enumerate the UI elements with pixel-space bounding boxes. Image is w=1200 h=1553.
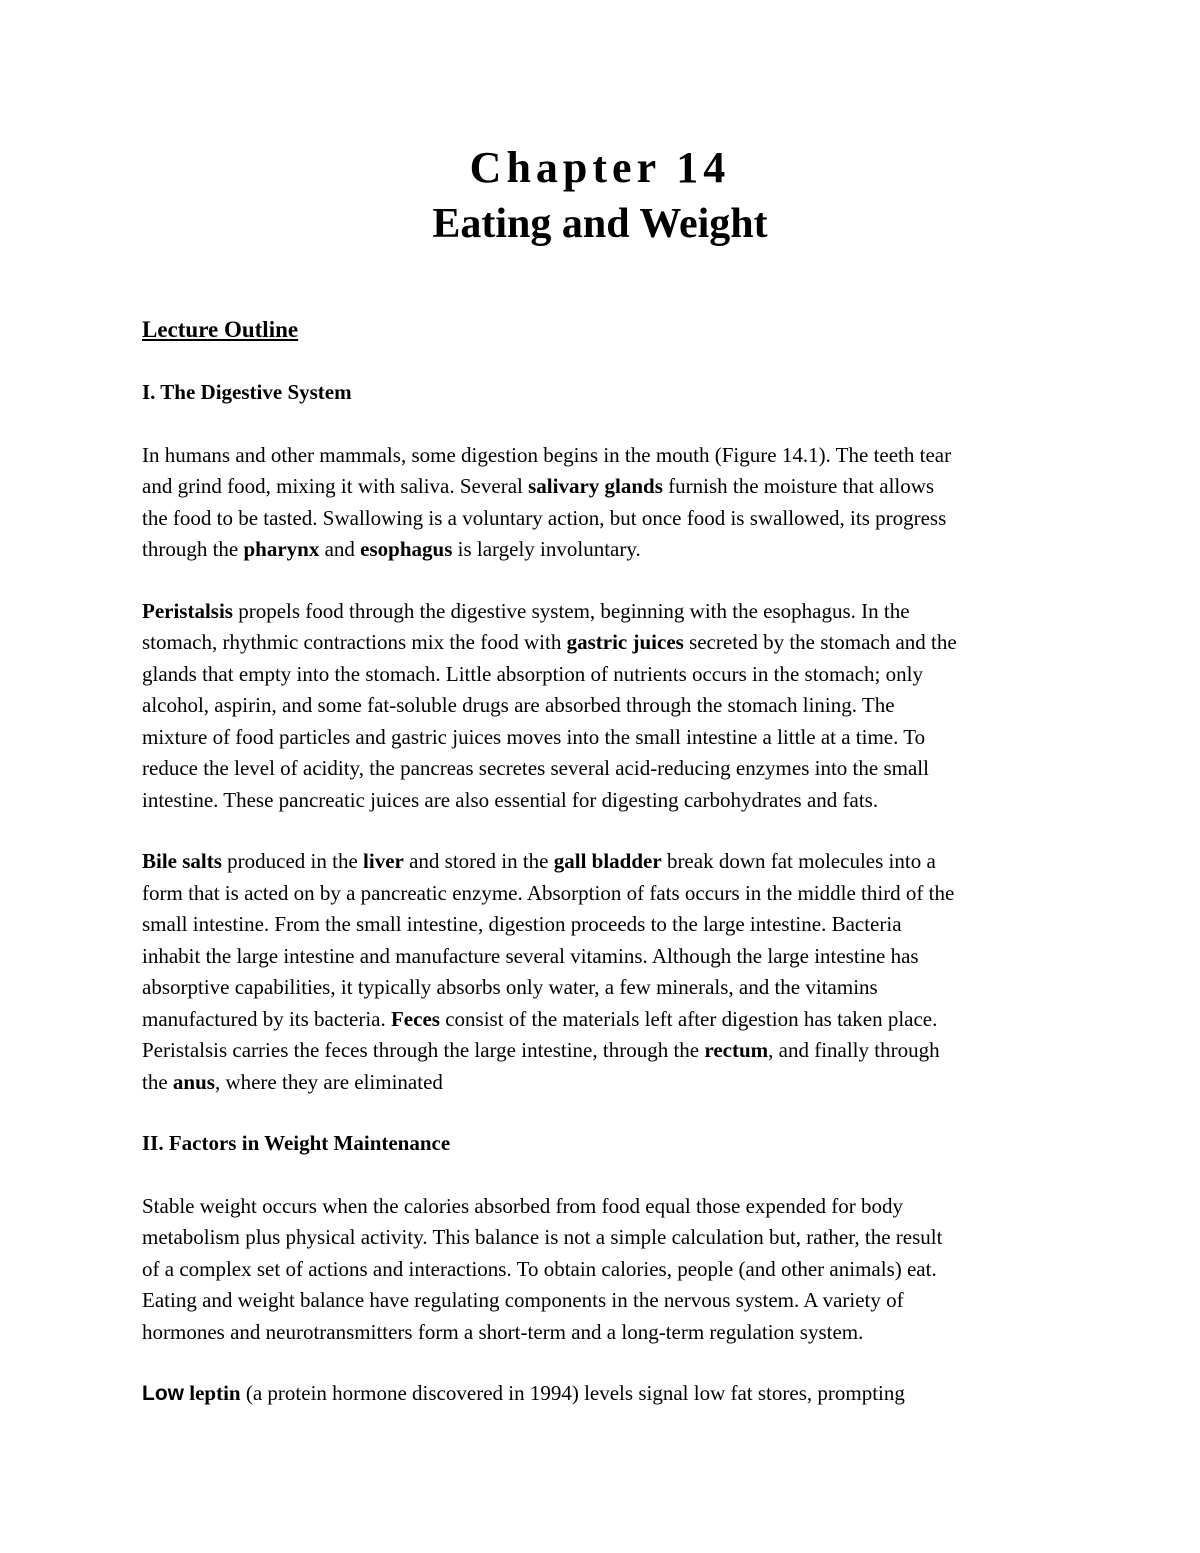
text-line	[142, 846, 1067, 878]
text-run: glands that empty into the stomach. Little absorption of nutrients occurs in the stomach; only	[142, 661, 923, 686]
text-run: the food to be tasted. Swallowing is a voluntary action, but once food is swallowed, its progress	[142, 505, 947, 530]
paragraph	[142, 1191, 1067, 1349]
sections-container	[142, 377, 1067, 1410]
bold-term: liver	[363, 849, 404, 873]
text-line	[142, 941, 1067, 973]
bold-term: Low	[142, 1382, 184, 1405]
text-line	[142, 1035, 1067, 1067]
bold-term: anus	[172, 1069, 215, 1094]
text-run: and	[319, 537, 361, 561]
bold-term: Peristalsis	[142, 598, 233, 623]
paragraph	[142, 440, 1067, 566]
text-line	[142, 1004, 1067, 1036]
paragraph	[142, 1378, 1067, 1410]
text-run: hormones and neurotransmitters form a short-term and a long-term regulation system.	[142, 1319, 864, 1344]
text-line	[142, 909, 1067, 941]
text-run: propels food through the digestive system, beginning with the esophagus. In the	[232, 598, 910, 623]
text-line	[142, 534, 1067, 566]
text-run: of a complex set of actions and interactions. To obtain calories, people (and other animals) eat.	[142, 1256, 937, 1281]
text-run: and grind food, mixing it with saliva. Several	[142, 474, 529, 498]
text-run: stomach, rhythmic contractions mix the food with	[142, 630, 567, 654]
text-run: intestine. These pancreatic juices are also essential for digesting carbohydrates and fats.	[142, 787, 879, 812]
text-line	[142, 659, 1067, 691]
text-run: produced in the	[221, 849, 364, 873]
text-run: furnish the moisture that allows	[662, 474, 935, 498]
text-run: manufactured by its bacteria.	[142, 1006, 391, 1031]
text-line	[142, 503, 1067, 535]
bold-term: gastric juices	[566, 630, 684, 654]
text-line	[142, 753, 1067, 785]
text-run: inhabit the large intestine and manufacture several vitamins. Although the large intestine has	[142, 943, 919, 968]
bold-term: salivary glands	[528, 474, 663, 498]
text-line	[142, 627, 1067, 659]
text-line	[142, 1285, 1067, 1317]
text-line	[142, 1317, 1067, 1349]
text-run: consist of the materials left after digestion has taken place.	[439, 1006, 938, 1031]
text-run: , and finally through	[768, 1038, 940, 1062]
text-line	[142, 1378, 1067, 1410]
text-run: mixture of food particles and gastric juices moves into the small intestine a little at a time. To	[142, 724, 926, 749]
text-run: the	[142, 1069, 173, 1094]
lecture-outline-heading: Lecture Outline	[142, 317, 299, 342]
text-line	[142, 1067, 1067, 1099]
bold-term: Bile salts	[142, 849, 222, 873]
paragraph	[142, 596, 1067, 817]
text-run: Eating and weight balance have regulating components in the nervous system. A variety of	[142, 1288, 904, 1312]
text-line	[142, 878, 1067, 910]
bold-term: leptin	[189, 1381, 241, 1405]
bold-term: gall bladder	[553, 849, 662, 873]
text-run: alcohol, aspirin, and some fat-soluble drugs are absorbed through the stomach lining. The	[142, 693, 895, 717]
text-run: break down fat molecules into a	[661, 849, 936, 873]
text-line	[142, 1191, 1067, 1223]
text-run: metabolism plus physical activity. This balance is not a simple calculation but, rather, the result	[142, 1225, 943, 1249]
title-block	[0, 140, 1200, 252]
text-line	[142, 722, 1067, 754]
chapter-subtitle: Eating and Weight	[432, 201, 768, 247]
bold-term: Feces	[390, 1006, 440, 1031]
section-heading: II. Factors in Weight Maintenance	[142, 1131, 451, 1155]
text-run: small intestine. From the small intestine, digestion proceeds to the large intestine. Bacteria	[142, 912, 902, 936]
bold-term: pharynx	[243, 537, 320, 561]
text-line	[142, 690, 1067, 722]
text-run: through the	[142, 537, 244, 561]
section-heading: I. The Digestive System	[142, 380, 352, 404]
paragraph	[142, 846, 1067, 1098]
document-body	[142, 312, 1067, 1440]
text-run: form that is acted on by a pancreatic enzyme. Absorption of fats occurs in the middle third of the	[142, 880, 955, 905]
text-line	[142, 1222, 1067, 1254]
text-line	[142, 785, 1067, 817]
text-run: secreted by the stomach and the	[683, 630, 957, 654]
text-line	[142, 471, 1067, 503]
text-line	[142, 440, 1067, 472]
text-run: absorptive capabilities, it typically absorbs only water, a few minerals, and the vitamins	[142, 975, 878, 999]
text-run: In humans and other mammals, some digestion begins in the mouth (Figure 14.1). The teeth tear	[142, 442, 952, 467]
text-line	[142, 972, 1067, 1004]
text-run: Peristalsis carries the feces through the large intestine, through the	[142, 1038, 705, 1062]
text-line	[142, 1254, 1067, 1286]
text-run: and stored in the	[403, 849, 554, 873]
text-run: Stable weight occurs when the calories absorbed from food equal those expended for body	[142, 1193, 904, 1218]
bold-term: esophagus	[360, 537, 453, 561]
text-run: (	[240, 1381, 253, 1405]
text-run: , where they are eliminated	[214, 1069, 443, 1094]
chapter-title: Chapter 14	[469, 143, 731, 192]
text-run: a protein hormone discovered in 1994) levels signal low fat stores, prompting	[252, 1381, 905, 1405]
text-line	[142, 596, 1067, 628]
bold-term: rectum	[704, 1038, 769, 1062]
text-run: reduce the level of acidity, the pancreas secretes several acid-reducing enzymes into the small	[142, 756, 929, 780]
text-run: is largely involuntary.	[452, 537, 641, 561]
